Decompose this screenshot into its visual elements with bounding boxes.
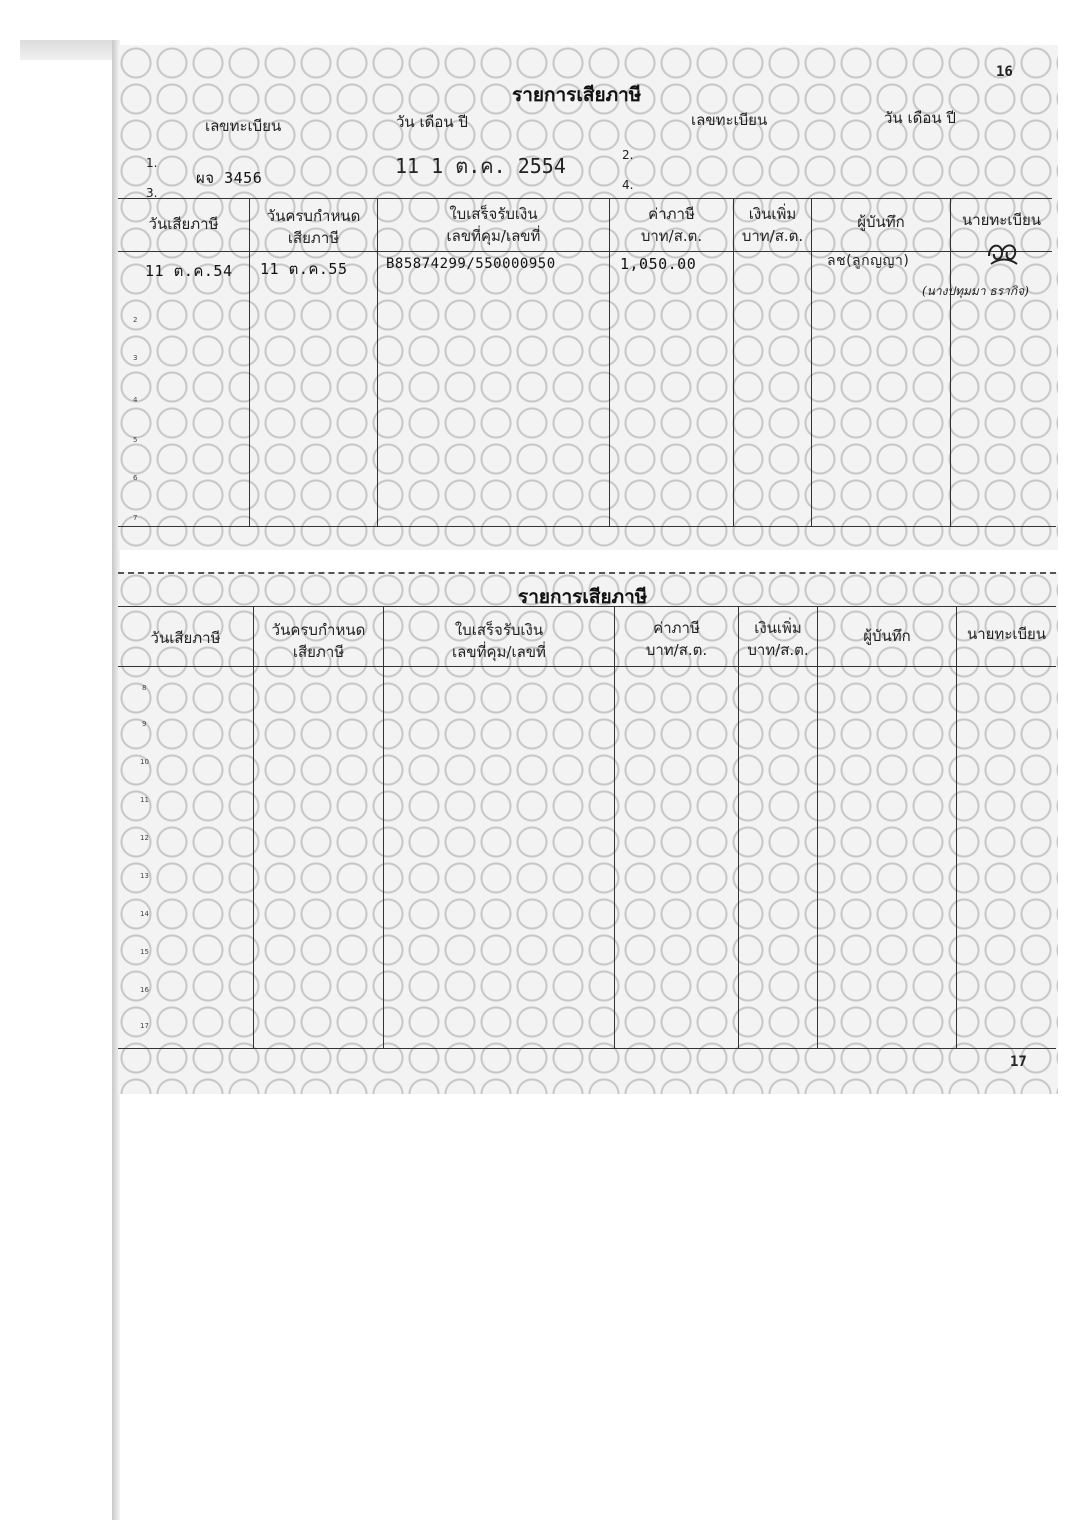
header-registrar: นายทะเบียน xyxy=(966,625,1047,643)
table1-col-divider xyxy=(950,198,951,526)
header-surcharge-l1: เงินเพิ่ม xyxy=(748,205,797,223)
row-number: 13 xyxy=(140,872,149,880)
row-number: 11 xyxy=(140,796,149,804)
reg-label-left: เลขทะเบียน xyxy=(205,117,282,135)
table1-col-divider xyxy=(811,198,812,526)
row-number: 9 xyxy=(142,720,147,728)
header-tax-l1: ค่าภาษี xyxy=(648,205,695,223)
table1-col-divider xyxy=(609,198,610,526)
slot-2: 2. xyxy=(622,148,634,162)
page-number-top: 16 xyxy=(996,64,1013,80)
row-number: 12 xyxy=(140,834,149,842)
sheet-tear-line xyxy=(118,572,1056,574)
row-number: 14 xyxy=(140,910,149,918)
table2-col-divider xyxy=(253,606,254,1048)
date-label-right: วัน เดือน ปี xyxy=(884,109,956,127)
header-tax-l2: บาท/ส.ต. xyxy=(645,641,708,659)
section-title-bottom: รายการเสียภาษี xyxy=(518,586,648,608)
row-number: 15 xyxy=(140,948,149,956)
header-surcharge-l2: บาท/ส.ต. xyxy=(741,227,804,245)
header-due-date-l2: เสียภาษี xyxy=(292,643,345,661)
row-number: 10 xyxy=(140,758,149,766)
header-due-date-l2: เสียภาษี xyxy=(287,229,340,247)
row-number: 2 xyxy=(133,316,138,324)
row-number: 4 xyxy=(133,396,138,404)
row-number: 3 xyxy=(133,354,138,362)
registrar-name-note: (นางปทุมมา ธรากิจ) xyxy=(922,284,1029,298)
cell-recorder: ลช(ลูกญญา) xyxy=(827,253,910,269)
header-receipt-l1: ใบเสร็จรับเงิน xyxy=(454,621,544,639)
plate-date-stamp: 11 1 ต.ค. 2554 xyxy=(395,154,566,178)
header-paid-date: วันเสียภาษี xyxy=(150,629,221,647)
table2-col-divider xyxy=(383,606,384,1048)
cell-receipt-number: B85874299/550000950 xyxy=(386,256,556,272)
header-receipt-l1: ใบเสร็จรับเงิน xyxy=(449,205,538,223)
scan-edge xyxy=(20,40,120,60)
slot-4: 4. xyxy=(622,178,634,192)
date-label-left: วัน เดือน ปี xyxy=(396,113,468,131)
row-number: 16 xyxy=(140,986,149,994)
registrar-signature xyxy=(985,238,1021,272)
table2-top-line xyxy=(118,606,1056,607)
cell-tax-amount: 1,050.00 xyxy=(620,255,697,273)
table1-col-divider xyxy=(733,198,734,526)
license-plate: ผจ 3456 xyxy=(196,169,263,187)
table2-col-divider xyxy=(956,606,957,1048)
table2-bottom-line xyxy=(118,1048,1056,1049)
table1-header-line xyxy=(118,251,1052,252)
table2-col-divider xyxy=(614,606,615,1048)
row-number: 5 xyxy=(133,436,138,444)
header-recorder: ผู้บันทึก xyxy=(863,627,911,645)
row-number: 7 xyxy=(133,514,138,522)
slot-1: 1. xyxy=(146,156,158,170)
row-number: 8 xyxy=(142,684,147,692)
section-title-top: รายการเสียภาษี xyxy=(512,84,642,106)
cell-paid-date: 11 ต.ค.54 xyxy=(145,262,233,280)
table2-header-line xyxy=(118,666,1056,667)
row-number: 17 xyxy=(140,1022,149,1030)
header-receipt-l2: เลขที่คุม/เลขที่ xyxy=(452,643,546,661)
header-surcharge-l1: เงินเพิ่ม xyxy=(754,619,802,637)
table1-col-divider xyxy=(377,198,378,526)
header-due-date-l1: วันครบกำหนด xyxy=(266,207,361,225)
page-number-bottom: 17 xyxy=(1010,1054,1027,1070)
row-number: 6 xyxy=(133,474,138,482)
reg-label-right: เลขทะเบียน xyxy=(691,111,768,129)
table2-col-divider xyxy=(817,606,818,1048)
header-recorder: ผู้บันทึก xyxy=(857,213,905,231)
header-paid-date: วันเสียภาษี xyxy=(148,215,219,233)
header-tax-l2: บาท/ส.ต. xyxy=(640,227,703,245)
table1-bottom-line xyxy=(118,526,1056,527)
table2-col-divider xyxy=(738,606,739,1048)
slot-3: 3. xyxy=(146,186,158,200)
header-tax-l1: ค่าภาษี xyxy=(653,619,700,637)
header-surcharge-l2: บาท/ส.ต. xyxy=(747,641,809,659)
header-registrar: นายทะเบียน xyxy=(961,211,1042,229)
table1-top-line xyxy=(118,198,1052,199)
cell-due-date: 11 ต.ค.55 xyxy=(260,260,348,278)
header-receipt-l2: เลขที่คุม/เลขที่ xyxy=(446,227,541,245)
header-due-date-l1: วันครบกำหนด xyxy=(271,621,366,639)
